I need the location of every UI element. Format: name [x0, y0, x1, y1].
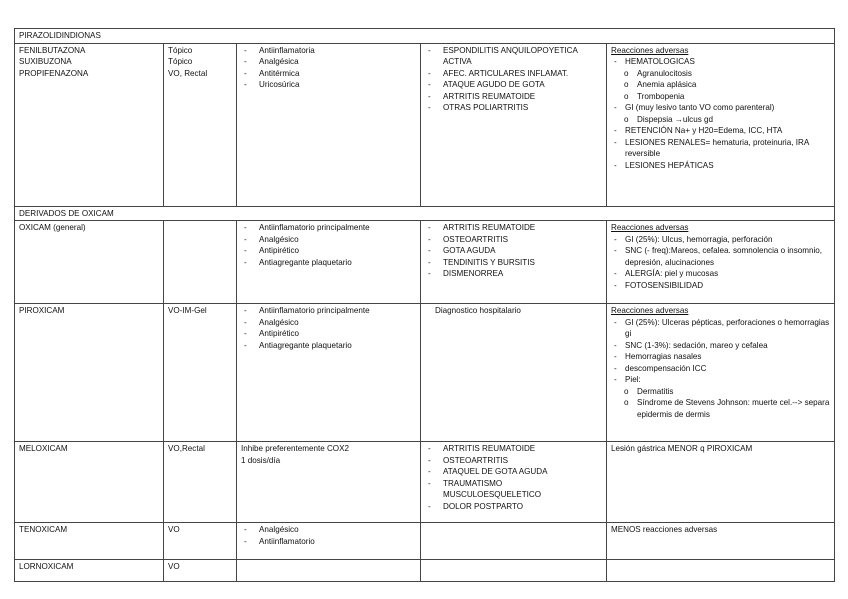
indication-item: - AFEC. ARTICULARES INFLAMAT. — [425, 68, 602, 80]
indication-item: - ARTRITIS REUMATOIDE — [425, 91, 602, 103]
drug-name: PIROXICAM — [19, 306, 65, 315]
effect-item: - Antipirético — [241, 328, 416, 340]
drug-name: MELOXICAM — [19, 444, 68, 453]
adverse-item: - LESIONES HEPÁTICAS — [611, 160, 830, 172]
effects-cell — [237, 523, 421, 560]
indications-cell — [421, 442, 607, 523]
route: VO-IM-Gel — [168, 306, 207, 315]
route-cell — [164, 304, 237, 442]
section-row-oxicam — [15, 206, 835, 221]
route-cell — [164, 442, 237, 523]
indications-cell — [421, 523, 607, 560]
adverse-cell — [607, 442, 835, 523]
drug-name-cell — [15, 523, 164, 560]
indication-item: - ARTRITIS REUMATOIDE — [425, 222, 602, 234]
table-row-tenoxicam — [15, 523, 835, 560]
route: VO — [168, 525, 180, 534]
adverse-title: Reacciones adversas — [611, 45, 689, 55]
adverse-note: Lesión gástrica MENOR q PIROXICAM — [611, 444, 753, 453]
adverse-item: - GI (25%): Ulceras pépticas, perforaciones o hemorragias gi — [611, 317, 830, 340]
drug-name-cell — [15, 221, 164, 304]
effect-item: - Antiinflamatorio — [241, 536, 416, 548]
indications-cell — [421, 221, 607, 304]
indication-item: Diagnostico hospitalario — [435, 306, 521, 315]
adverse-cell — [607, 221, 835, 304]
effect-item: - Antiinflamatorio principalmente — [241, 305, 416, 317]
adverse-subitem: o Agranulocitosis — [611, 68, 830, 80]
drug-name: LORNOXICAM — [19, 562, 74, 571]
indication-item: - TRAUMATISMO MUSCULOESQUELETICO — [425, 478, 553, 501]
drug-name: PROPIFENAZONA — [19, 68, 89, 78]
adverse-cell — [607, 304, 835, 442]
route: Tópico — [168, 45, 193, 55]
effect-item: - Analgésica — [241, 56, 416, 68]
adverse-item: - GI (25%): Ulcus, hemorragia, perforación — [611, 234, 830, 246]
indication-item: - OTRAS POLIARTRITIS — [425, 102, 602, 114]
drug-name-cell — [15, 442, 164, 523]
route-cell — [164, 43, 237, 206]
adverse-note: MENOS reacciones adversas — [611, 525, 718, 534]
adverse-subitem: o Dermatitis — [611, 386, 830, 398]
adverse-cell — [607, 523, 835, 560]
indication-item: - OSTEOARTRITIS — [425, 234, 602, 246]
effects-cell — [237, 560, 421, 582]
adverse-item: - SNC (- freq):Mareos, cefalea. somnolencia o insomnio, depresión, alucinaciones — [611, 245, 830, 268]
drug-name: FENILBUTAZONA — [19, 45, 86, 55]
adverse-item: - ALERGÍA: piel y mucosas — [611, 268, 830, 280]
adverse-item: - LESIONES RENALES= hematuria, proteinuria, IRA reversible — [611, 137, 830, 160]
adverse-subitem: o Dispepsia →ulcus gd — [611, 114, 830, 126]
table-row-meloxicam — [15, 442, 835, 523]
indication-item: - OSTEOARTRITIS — [425, 455, 602, 467]
route: VO,Rectal — [168, 444, 205, 453]
route-cell — [164, 523, 237, 560]
effect-item: - Uricosúrica — [241, 79, 416, 91]
route: Tópico — [168, 57, 193, 66]
route: VO — [168, 562, 180, 571]
effect-item: - Antiagregante plaquetario — [241, 257, 416, 269]
route: VO, Rectal — [168, 68, 208, 78]
drug-name: TENOXICAM — [19, 525, 68, 534]
effects-cell — [237, 221, 421, 304]
effect-item: - Antitérmica — [241, 68, 416, 80]
effects-cell — [237, 304, 421, 442]
drug-table — [14, 28, 835, 582]
effect-item: - Antiinflamatoria — [241, 45, 416, 57]
indications-cell — [421, 560, 607, 582]
section-title: PIRAZOLIDINDIONAS — [15, 29, 835, 44]
indication-item: - DOLOR POSTPARTO — [425, 501, 602, 513]
indication-item: - DISMENORREA — [425, 268, 602, 280]
drug-name: OXICAM (general) — [19, 223, 86, 232]
adverse-item: - GI (muy lesivo tanto VO como parenteral) — [611, 102, 830, 114]
adverse-item: - SNC (1-3%): sedación, mareo y cefalea — [611, 340, 830, 352]
indication-item: - ATAQUE AGUDO DE GOTA — [425, 79, 602, 91]
drug-name-cell — [15, 304, 164, 442]
drug-name-cell — [15, 560, 164, 582]
indication-item: - GOTA AGUDA — [425, 245, 602, 257]
adverse-cell — [607, 560, 835, 582]
effect-item: - Antipirético — [241, 245, 416, 257]
route-cell — [164, 560, 237, 582]
effect-item: - Antiagregante plaquetario — [241, 340, 416, 352]
section-row-pirazolidindionas — [15, 29, 835, 44]
effect-item: 1 dosis/día — [241, 455, 281, 465]
adverse-item: - RETENCIÓN Na+ y H20=Edema, ICC, HTA — [611, 125, 830, 137]
adverse-subitem: o Síndrome de Stevens Johnson: muerte cel.--> separa epidermis de dermis — [611, 397, 830, 420]
effect-item: - Analgésico — [241, 317, 416, 329]
indication-item: - ESPONDILITIS ANQUILOPOYETICA ACTIVA — [425, 45, 602, 68]
indications-cell — [421, 304, 607, 442]
adverse-title: Reacciones adversas — [611, 223, 689, 232]
table-row-lornoxicam — [15, 560, 835, 582]
table-row-oxicam-general — [15, 221, 835, 304]
route-cell — [164, 221, 237, 304]
indication-item: - ARTRITIS REUMATOIDE — [425, 443, 602, 455]
adverse-item: - Hemorragias nasales — [611, 351, 830, 363]
adverse-item: - FOTOSENSIBILIDAD — [611, 280, 830, 292]
adverse-title: Reacciones adversas — [611, 306, 689, 315]
indication-item: - TENDINITIS Y BURSITIS — [425, 257, 602, 269]
effects-cell — [237, 442, 421, 523]
adverse-item: - HEMATOLOGICAS — [611, 56, 830, 68]
effect-item: - Analgésico — [241, 234, 416, 246]
section-title: DERIVADOS DE OXICAM — [15, 206, 835, 221]
effect-item: Inhibe preferentemente COX2 — [241, 444, 349, 453]
effect-item: - Analgésico — [241, 524, 416, 536]
adverse-item: - Piel: — [611, 374, 830, 386]
table-row-piroxicam — [15, 304, 835, 442]
adverse-subitem: o Trombopenia — [611, 91, 830, 103]
indications-cell — [421, 43, 607, 206]
adverse-item: - descompensación ICC — [611, 363, 830, 375]
table-row-pirazol — [15, 43, 835, 206]
adverse-cell — [607, 43, 835, 206]
drug-name-cell — [15, 43, 164, 206]
effect-item: - Antiinflamatorio principalmente — [241, 222, 416, 234]
drug-name: SUXIBUZONA — [19, 57, 72, 66]
adverse-subitem: o Anemia aplásica — [611, 79, 830, 91]
effects-cell — [237, 43, 421, 206]
indication-item: - ATAQUEL DE GOTA AGUDA — [425, 466, 602, 478]
